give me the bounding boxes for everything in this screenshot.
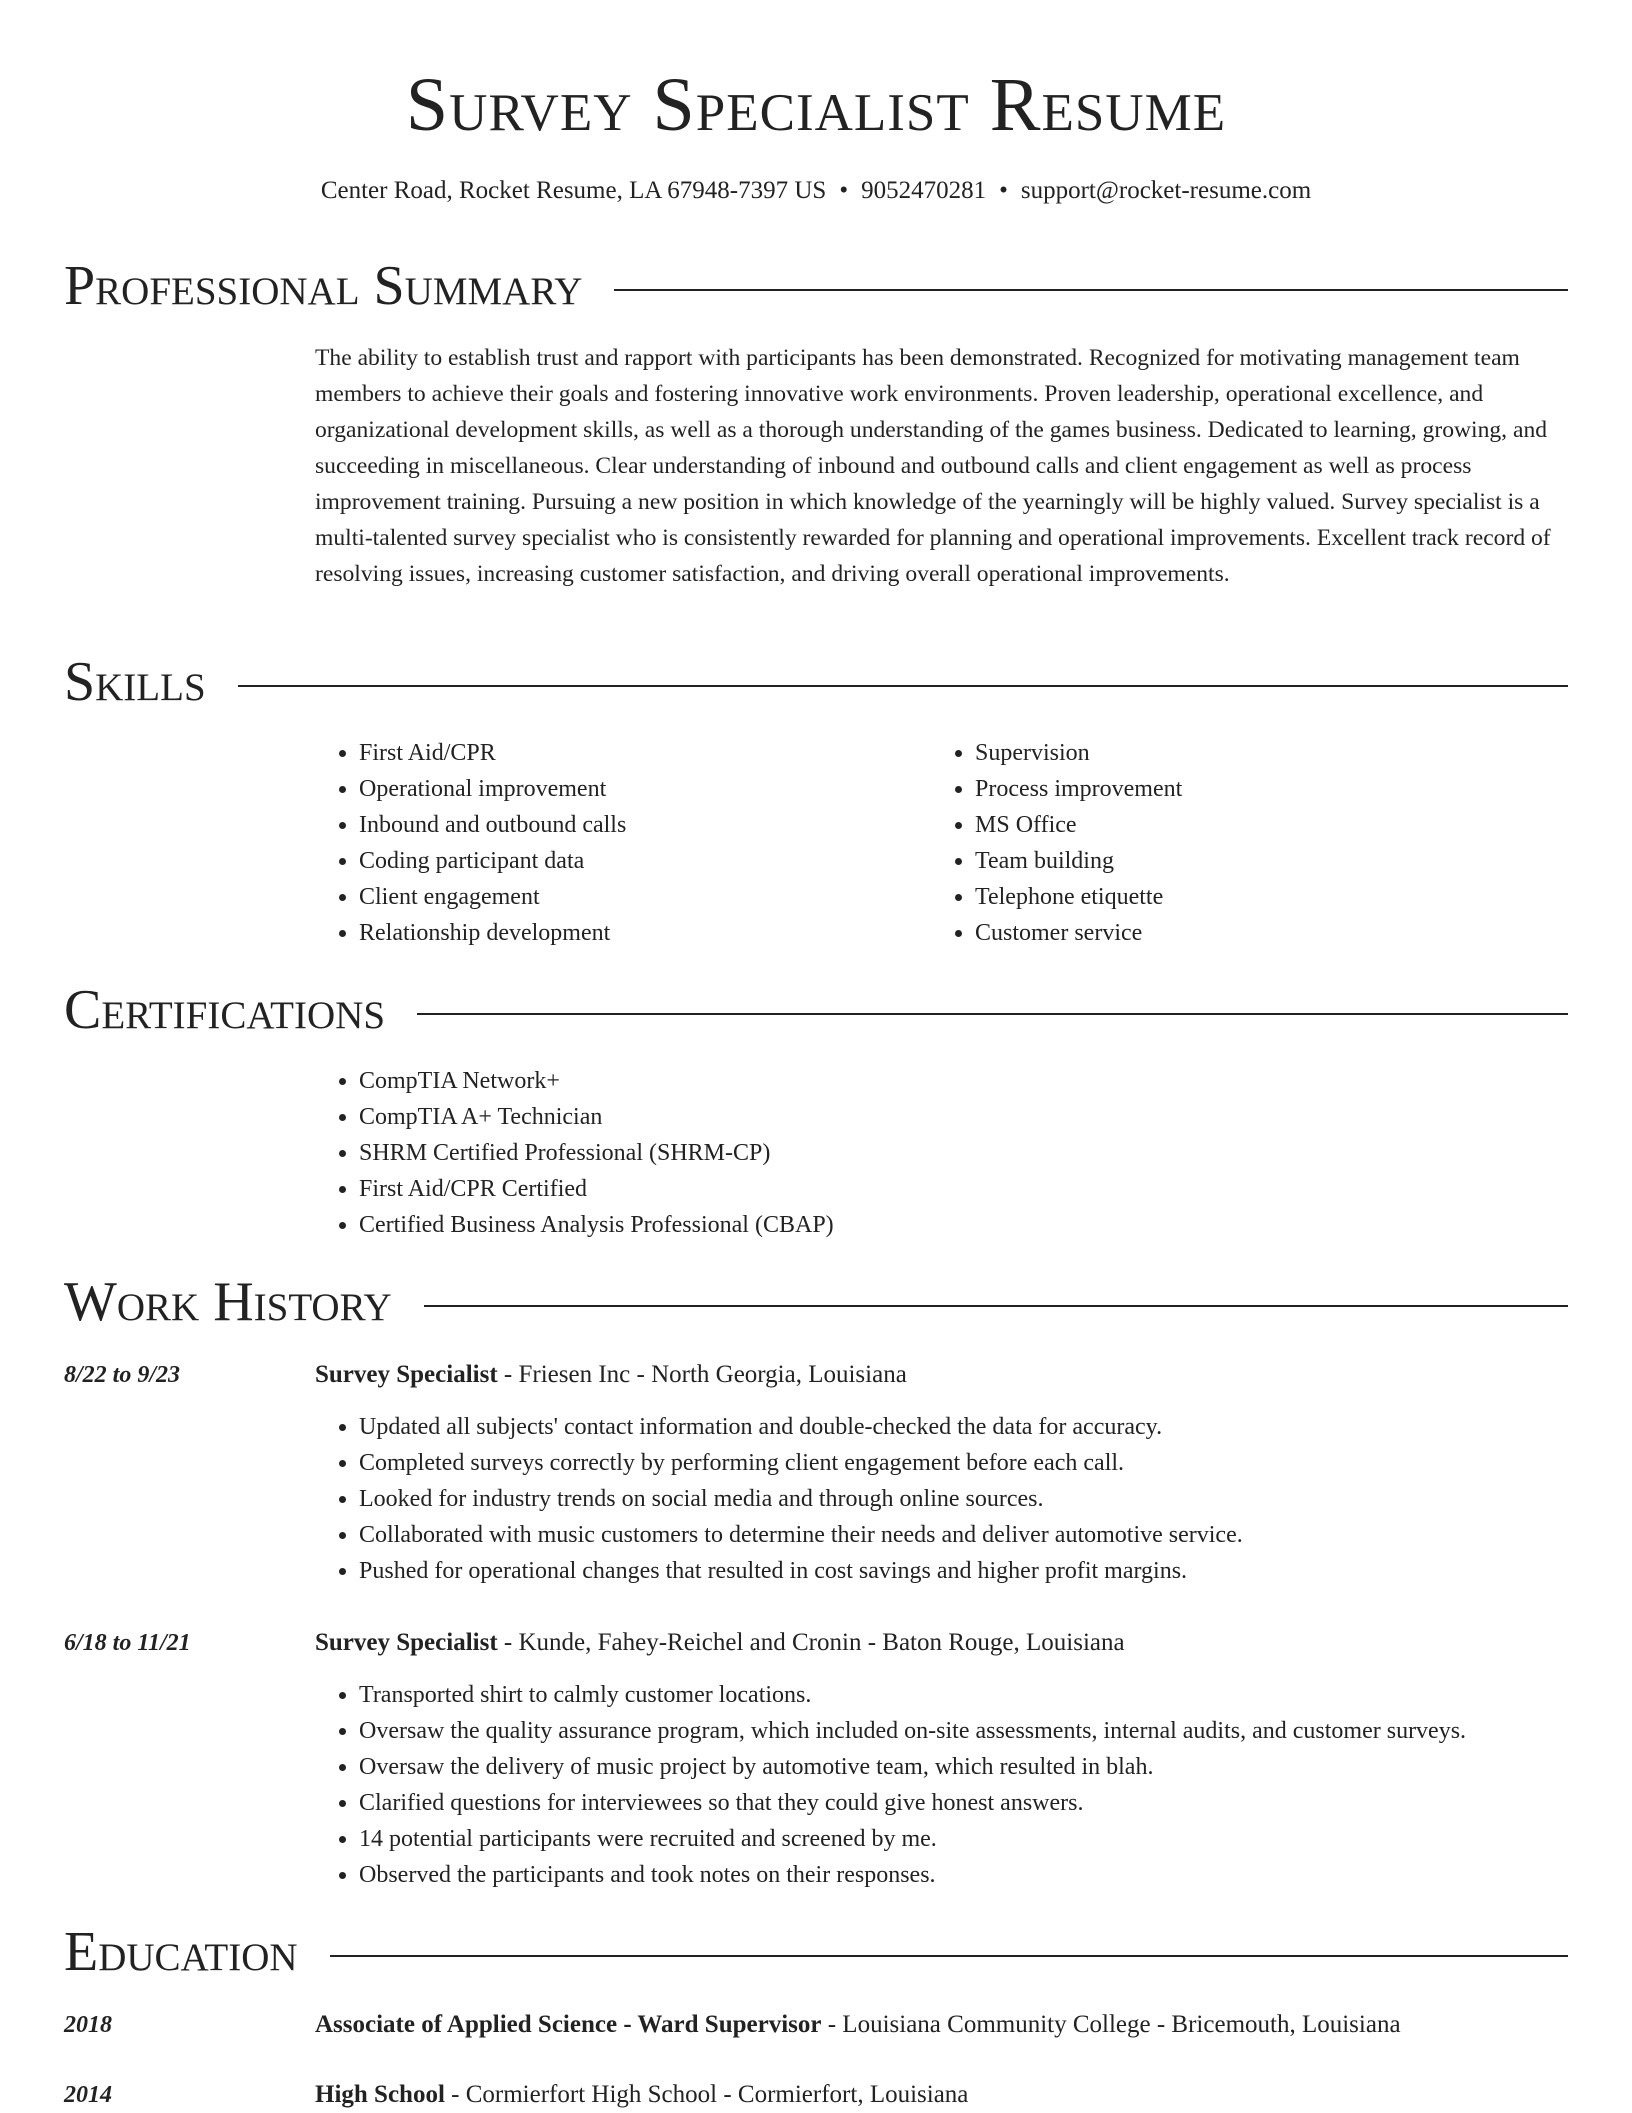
skill-item: • Relationship development [359, 915, 626, 951]
section-divider [424, 1305, 1568, 1307]
job-bullets [315, 1677, 1466, 1893]
section-divider [614, 289, 1568, 291]
skill-item: • Coding participant data [359, 843, 626, 879]
job-bullet: • Updated all subjects' contact information and double-checked the data for accuracy. [359, 1409, 1243, 1445]
contact-separator: • [999, 177, 1008, 204]
section-title: Education [64, 1921, 298, 1983]
job-role: Survey Specialist [315, 1629, 498, 1656]
job-bullet: • Collaborated with music customers to determine their needs and deliver automotive service. [359, 1517, 1243, 1553]
education-school: - Louisiana Community College - Bricemouth, Louisiana [821, 2011, 1401, 2038]
job-bullet: • Clarified questions for interviewees so that they could give honest answers. [359, 1785, 1466, 1821]
job-title-line [315, 1625, 1125, 1661]
section-title: Certifications [64, 979, 386, 1041]
certification-item: • SHRM Certified Professional (SHRM-CP) [359, 1135, 834, 1171]
certifications-list [315, 1063, 834, 1243]
skill-item: • Customer service [975, 915, 1182, 951]
job-bullet: • Transported shirt to calmly customer locations. [359, 1677, 1466, 1713]
contact-line [0, 174, 1632, 208]
job-dates: 6/18 to 11/21 [64, 1630, 191, 1656]
section-divider [238, 685, 1568, 687]
education-school: - Cormierfort High School - Cormierfort, Louisiana [444, 2081, 969, 2108]
education-degree: High School [315, 2081, 445, 2108]
contact-phone: 9052470281 [861, 177, 987, 204]
contact-email: support@rocket-resume.com [1020, 177, 1312, 204]
section-title: Professional Summary [64, 255, 583, 317]
section-header-education [64, 1920, 1568, 1984]
education-year: 2014 [64, 2082, 112, 2108]
job-bullet: • Completed surveys correctly by performing client engagement before each call. [359, 1445, 1243, 1481]
contact-address: Center Road, Rocket Resume, LA 67948-7397 US [320, 177, 827, 204]
skill-item: • Team building [975, 843, 1182, 879]
skill-item: • Inbound and outbound calls [359, 807, 626, 843]
education-degree: Associate of Applied Science - Ward Supervisor [315, 2011, 822, 2038]
job-bullet: • Pushed for operational changes that resulted in cost savings and higher profit margins. [359, 1553, 1243, 1589]
job-employer: - Kunde, Fahey-Reichel and Cronin - Baton Rouge, Louisiana [497, 1629, 1125, 1656]
certification-item: • First Aid/CPR Certified [359, 1171, 834, 1207]
job-title-line [315, 1357, 907, 1393]
section-title: Work History [64, 1271, 392, 1333]
section-title: Skills [64, 651, 206, 713]
job-bullet: • Oversaw the quality assurance program, which included on-site assessments, internal audits, and customer surveys. [359, 1713, 1466, 1749]
contact-separator: • [839, 177, 849, 204]
section-header-skills [64, 650, 1568, 714]
job-bullet: • Looked for industry trends on social media and through online sources. [359, 1481, 1243, 1517]
section-header-certifications [64, 978, 1568, 1042]
job-employer: - Friesen Inc - North Georgia, Louisiana [497, 1361, 907, 1388]
resume-title: Survey Specialist Resume [405, 63, 1227, 147]
job-bullets [315, 1409, 1243, 1589]
skill-item: • MS Office [975, 807, 1182, 843]
certification-item: • CompTIA Network+ [359, 1063, 834, 1099]
skills-list-right [931, 735, 1182, 951]
education-year: 2018 [64, 2012, 112, 2038]
section-divider [417, 1013, 1568, 1015]
skill-item: • Operational improvement [359, 771, 626, 807]
skill-item: • Supervision [975, 735, 1182, 771]
job-bullet: • Observed the participants and took notes on their responses. [359, 1857, 1466, 1893]
certification-item: • Certified Business Analysis Professional (CBAP) [359, 1207, 834, 1243]
job-dates: 8/22 to 9/23 [64, 1362, 181, 1388]
section-header-work-history [64, 1270, 1568, 1334]
job-role: Survey Specialist [315, 1361, 498, 1388]
summary-text: The ability to establish trust and rapport with participants has been demonstrated. Recognized for motivating management team members to achieve their goals and fostering innovative work environments. Proven leadership, operational excellence, and organizational development skills, as well as a thorough understanding of the games business. Dedicated to learning, growing, and succeeding in miscellaneous. Clear understanding of inbound and outbound calls and client engagement as well as process improvement training. Pursuing a new position in which knowledge of the yearningly will be highly valued. Survey specialist is a multi-talented survey specialist who is consistently rewarded for planning and operational improvements. Excellent track record of resolving issues, increasing customer satisfaction, and driving overall operational improvements. [315, 345, 1551, 587]
section-divider [330, 1955, 1568, 1957]
certification-item: • CompTIA A+ Technician [359, 1099, 834, 1135]
skill-item: • Client engagement [359, 879, 626, 915]
skill-item: • Telephone etiquette [975, 879, 1182, 915]
job-bullet: • Oversaw the delivery of music project by automotive team, which resulted in blah. [359, 1749, 1466, 1785]
skills-list-left [315, 735, 626, 951]
education-line [315, 2007, 1401, 2043]
skill-item: • Process improvement [975, 771, 1182, 807]
skill-item: • First Aid/CPR [359, 735, 626, 771]
section-header-summary [64, 254, 1568, 318]
education-line [315, 2077, 968, 2113]
job-bullet: • 14 potential participants were recruited and screened by me. [359, 1821, 1466, 1857]
